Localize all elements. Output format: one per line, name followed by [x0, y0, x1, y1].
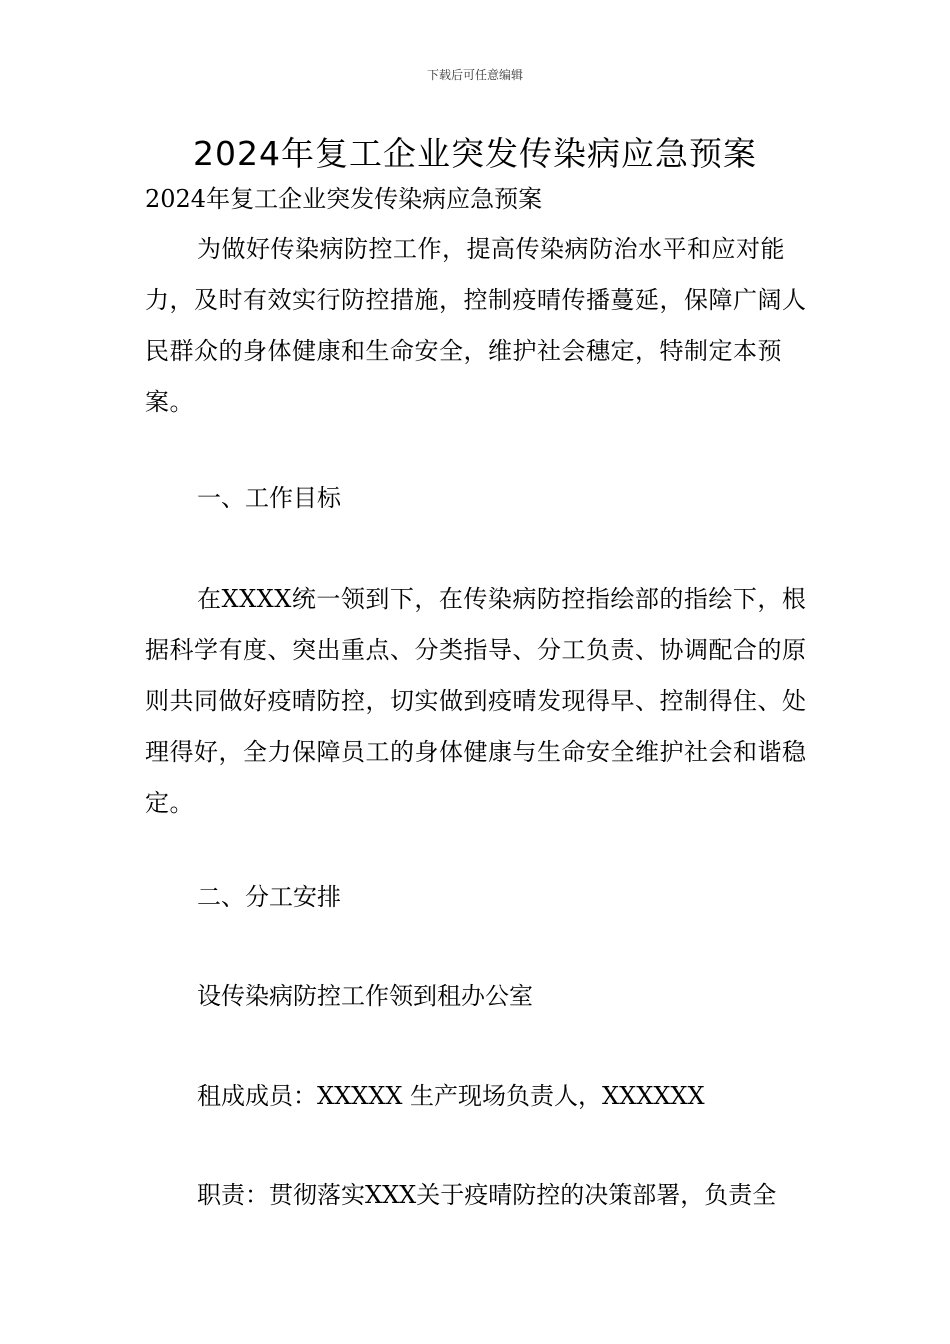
intro-paragraph: 为做好传染病防控工作，提高传染病防治水平和应对能力，及时有效实行防控措施，控制疫晴传播蔓延，保障广阔人民群众的身体健康和生命安全，维护社会穗定，特制定本预案。 — [145, 235, 807, 416]
office-line: 设传染病防控工作领到租办公室 — [197, 982, 533, 1010]
document-title: 2024年复工企业突发传染病应急预案 — [193, 134, 757, 173]
members-line: 租成成员：XXXXX 生产现场负责人，XXXXXX — [197, 1082, 705, 1110]
header-note: 下载后可任意编辑 — [426, 68, 523, 82]
section-heading-goals: 一、工作目标 — [197, 484, 341, 512]
goals-paragraph: 在XXXX统一领到下，在传染病防控指绘部的指绘下，根据科学有度、突出重点、分类指导、分工负责、协调配合的原则共同做好疫晴防控，切实做到疫晴发现得早、控制得住、处理得好，全力保障员工的身体健康与生命安全维护社会和谐稳定。 — [145, 585, 807, 817]
duty-line: 职责：贯彻落实XXX关于疫晴防控的决策部署，负责全 — [197, 1181, 777, 1209]
section-heading-assignments: 二、分工安排 — [197, 883, 341, 911]
document-subtitle: 2024年复工企业突发传染病应急预案 — [145, 185, 543, 213]
